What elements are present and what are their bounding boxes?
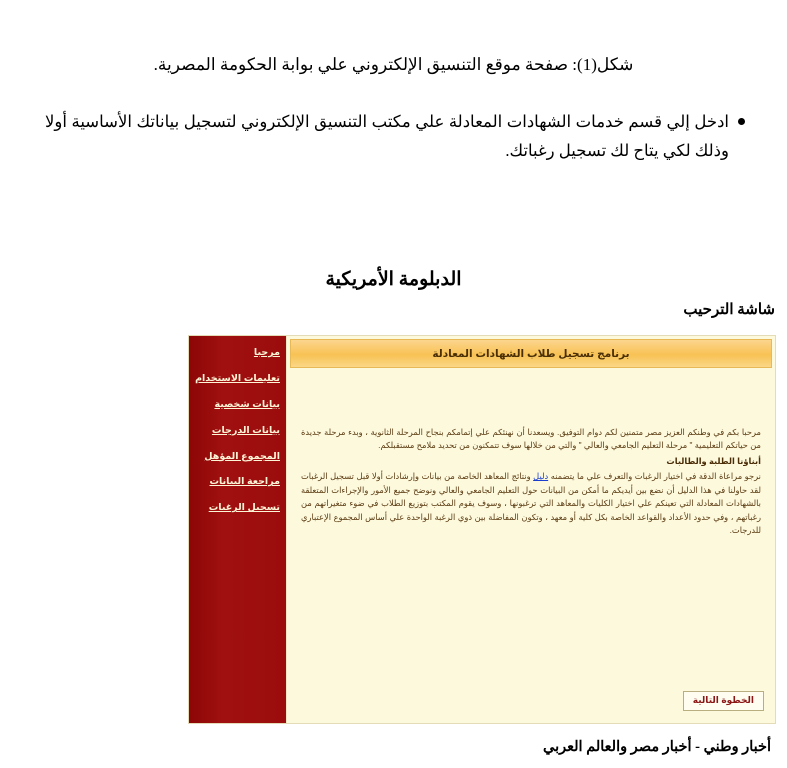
bullet-list [45, 108, 745, 166]
footer-caption: أخبار وطني - أخبار مصر والعالم العربي [543, 739, 771, 755]
content-body [287, 368, 775, 723]
sidebar-nav [189, 336, 286, 723]
embedded-screenshot [189, 336, 775, 723]
figure-caption: شكل(1): صفحة موقع التنسيق الإلكتروني علي بوابة الحكومة المصرية. [153, 55, 634, 74]
main-panel [286, 336, 775, 723]
instructions-text-after-link: ونتائج المعاهد الخاصة من بيانات وإرشادات أولا قبل تسجيل الرغبات لقد حاولنا في هذا الدليل أن نضع بين أيديكم ما أمكن من البيانات حول التعليم الجامعي والعالي ونوضح جميع الأمور والإجراءات المتعلقة بالشهادات المعادلة التي تعينكم علي اختيار الكليات والمعاهد التي ترغبونها ، وسوف يقوم المكتب بتوزيع الطلاب في ضوء متغيراتهم من رغباتهم ، وفي حدود الأعداد والقواعد الخاصة بكل كلية أو معهد ، وتكون المفاضلة بين ذوي الرغبة الواحدة علي أساس المجموع الإعتباري للدرجات. [301, 471, 761, 536]
sidebar-item-grades-data[interactable]: بيانات الدرجات [211, 424, 280, 436]
guide-link[interactable]: دليل [533, 471, 549, 482]
bullet-dot-icon [738, 118, 745, 125]
sidebar-item-usage-instructions[interactable]: تعليمات الاستخدام [195, 372, 280, 384]
welcome-screen-label: شاشة الترحيب [683, 302, 775, 318]
next-step-wrap [683, 690, 764, 711]
sidebar-item-welcome[interactable]: مرحبا [253, 347, 280, 358]
sidebar-item-personal-data[interactable]: بيانات شخصية [214, 398, 280, 410]
instructions-text-before-link: نرجو مراعاة الدقة في اختيار الرغبات والتعرف علي ما يتضمنه [548, 471, 761, 482]
list-item [45, 108, 745, 166]
instructions-paragraph [301, 470, 761, 537]
students-salutation-heading: أبناؤنا الطلبة والطالبات [666, 455, 761, 466]
sidebar-item-qualifying-total[interactable]: المجموع المؤهل [204, 450, 280, 462]
sidebar-item-register-wishes[interactable]: تسجيل الرغبات [208, 502, 280, 514]
page-title: الدبلومة الأمريكية [325, 269, 462, 290]
welcome-paragraph: مرحبا بكم في وطنكم العزيز مصر متمنين لكم دوام التوفيق. ويسعدنا أن نهنئكم علي إتمامكم بنجاح المرحلة الثانوية ، وبدء مرحلة جديدة من حياتكم التعليمية " مرحلة التعليم الجامعي والعالي " والتي من خلالها سوف تتمكنون من تحديد ملامح مستقبلكم. [301, 427, 761, 451]
next-step-button[interactable]: الخطوة التالية [683, 691, 764, 711]
sidebar-item-review-data[interactable]: مراجعة البيانات [209, 476, 280, 488]
bullet-item-text: ادخل إلي قسم خدمات الشهادات المعادلة علي مكتب التنسيق الإلكتروني لتسجيل بياناتك الأساسية أولا وذلك لكي يتاح لك تسجيل رغباتك. [45, 112, 729, 160]
app-titlebar: برنامج تسجيل طلاب الشهادات المعادلة [290, 339, 772, 368]
